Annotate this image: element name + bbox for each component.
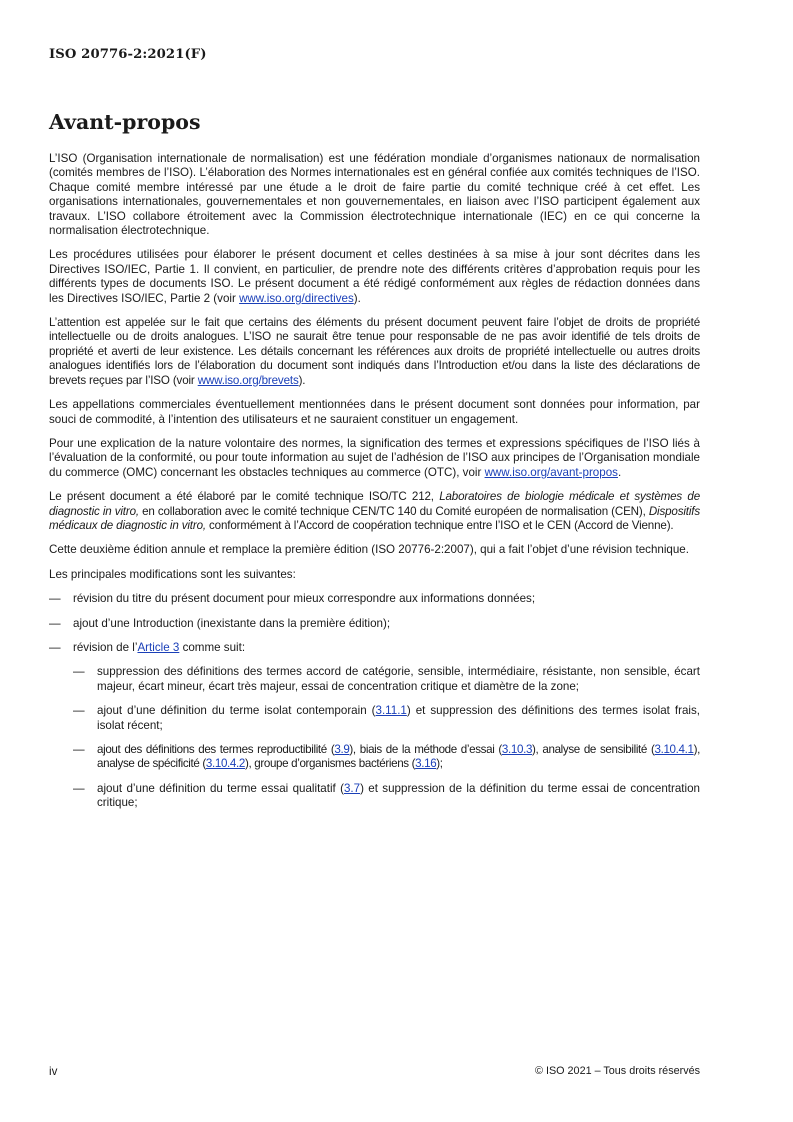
paragraph-patents (49, 316, 700, 388)
link-brevets[interactable]: www.iso.org/brevets (197, 373, 299, 387)
list-item-text: ), analyse de spécificité ( (97, 743, 700, 771)
list-item-text: suppression des définitions des termes accord de catégorie, sensible, intermédiaire, résistante, non sensible, écart majeur, écart mineur, écart très majeur, essai de concentration critique et diamètre de la zone; (97, 665, 700, 693)
paragraph-text: en collaboration avec le comité technique CEN/TC 140 du Comité européen de normalisation (CEN), (138, 504, 649, 518)
list-item-text: ajout d’une définition du terme isolat contemporain ( (97, 704, 376, 718)
paragraph-iso-intro: L’ISO (Organisation internationale de normalisation) est une fédération mondiale d’organismes nationaux de normalisation (comités membres de l’ISO). L’élaboration des Normes internationales est en général confiée aux comités techniques de l’ISO. Chaque comité membre intéressé par une étude a le droit de faire partie du comité technique créé à cet effet. Les organisations internationales, gouvernementales et non gouvernementales, en liaison avec l’ISO participent également aux travaux. L’ISO collabore étroitement avec la Commission électrotechnique internationale (IEC) en ce qui concerne la normalisation électrotechnique. (49, 152, 700, 238)
list-item-text: ajout d’une Introduction (inexistante dans la première édition); (73, 616, 391, 630)
link-3-10-3[interactable]: 3.10.3 (501, 743, 533, 756)
page-title: Avant-propos (49, 110, 201, 134)
list-item-text: ); (436, 757, 443, 771)
link-avant-propos[interactable]: www.iso.org/avant-propos (484, 465, 618, 479)
paragraph-text: Le présent document a été élaboré par le comité technique ISO/TC 212, (49, 490, 440, 504)
dash-bullet: — (73, 704, 85, 718)
document-body (49, 152, 700, 821)
list-item-text: ), biais de la méthode d’essai ( (349, 743, 502, 756)
paragraph-procedures (49, 248, 700, 306)
list-item (49, 641, 700, 811)
link-article-3[interactable]: Article 3 (137, 640, 180, 654)
list-item-text: ) et suppression de la définition du terme essai de concentration critique; (97, 781, 701, 810)
committee-title-italic: Laboratoires de biologie médicale et systèmes de diagnostic in vitro, (49, 490, 700, 518)
article-3-sublist (73, 665, 700, 810)
link-3-7[interactable]: 3.7 (343, 781, 361, 795)
paragraph-text: ). (298, 373, 306, 387)
paragraph-text: ). (353, 291, 361, 305)
paragraph-trade-names: Les appellations commerciales éventuellement mentionnées dans le présent document sont données pour information, par souci de commodité, à l’intention des utilisateurs et ne sauraient constituer un engagement. (49, 398, 700, 426)
link-3-16[interactable]: 3.16 (415, 757, 437, 771)
document-id: ISO 20776-2:2021(F) (49, 47, 207, 62)
paragraph-modifications-intro: Les principales modifications sont les suivantes: (49, 567, 296, 581)
modifications-list (49, 592, 700, 810)
paragraph-text: Les procédures utilisées pour élaborer le présent document et celles destinées à sa mise à jour sont décrites dans les Directives ISO/IEC, Partie 1. Il convient, en particulier, de prendre note des différents critères d’approbation requis pour les différents types de documents ISO. Le présent document a été rédigé conformément aux règles de rédaction données dans les Directives ISO/IEC, Partie 2 (voir (49, 248, 700, 305)
copyright-notice: © ISO 2021 – Tous droits réservés (535, 1065, 700, 1077)
list-item-text: ), analyse de sensibilité ( (532, 743, 655, 756)
list-item-text: comme suit: (179, 640, 246, 654)
link-3-9[interactable]: 3.9 (334, 743, 350, 756)
list-item-text: révision du titre du présent document pour mieux correspondre aux informations données; (73, 592, 536, 606)
sublist-item (73, 782, 700, 811)
cen-title-italic: Dispositifs médicaux de diagnostic in vitro, (49, 504, 700, 532)
link-3-10-4-1[interactable]: 3.10.4.1 (654, 743, 694, 756)
sublist-item (73, 665, 700, 694)
link-directives[interactable]: www.iso.org/directives (239, 291, 354, 305)
paragraph-edition: Cette deuxième édition annule et remplace la première édition (ISO 20776-2:2007), qui a fait l’objet d’une révision technique. (49, 543, 689, 557)
dash-bullet: — (73, 665, 85, 679)
page-footer (49, 1065, 700, 1081)
list-item (49, 617, 700, 631)
dash-bullet: — (49, 616, 61, 630)
dash-bullet: — (49, 640, 61, 654)
sublist-item (73, 743, 700, 772)
list-item-text: révision de l’ (73, 640, 138, 654)
paragraph-text: conformément à l’Accord de coopération technique entre l’ISO et le CEN (Accord de Vienne). (205, 518, 674, 532)
list-item (49, 592, 700, 606)
paragraph-committee (49, 490, 700, 533)
list-item-text: ) et suppression des définitions des termes isolat frais, isolat récent; (97, 704, 700, 732)
paragraph-text: . (617, 465, 622, 479)
paragraph-text: L’attention est appelée sur le fait que certains des éléments du présent document peuvent faire l’objet de droits de propriété intellectuelle ou de droits analogues. L’ISO ne saurait être tenue pour responsable de ne pas avoir identifié de tels droits de propriété et averti de leur existence. Les détails concernant les références aux droits de propriété intellectuelle ou autres droits analogues identifiés lors de l’élaboration du document sont indiqués dans l’Introduction et/ou dans la liste des déclarations de brevets reçues par l’ISO (voir (49, 316, 700, 387)
dash-bullet: — (73, 781, 85, 795)
paragraph-voluntary-nature (49, 437, 700, 480)
paragraph-text: Pour une explication de la nature volontaire des normes, la signification des termes et expressions spécifiques de l’ISO liés à l’évaluation de la conformité, ou pour toute information au sujet de l’adhésion de l’ISO aux principes de l’Organisation mondiale du commerce (OMC) concernant les obstacles techniques au commerce (OTC), voir (49, 436, 700, 479)
link-3-10-4-2[interactable]: 3.10.4.2 (205, 757, 245, 771)
sublist-item (73, 704, 700, 733)
link-3-11-1[interactable]: 3.11.1 (375, 704, 407, 718)
list-item-text: ), groupe d’organismes bactériens ( (245, 757, 416, 771)
page-number: iv (49, 1065, 58, 1078)
dash-bullet: — (73, 743, 85, 756)
list-item-text: ajout des définitions des termes reproductibilité ( (97, 743, 335, 756)
list-item-text: ajout d’une définition du terme essai qualitatif ( (97, 781, 344, 795)
dash-bullet: — (49, 592, 61, 606)
